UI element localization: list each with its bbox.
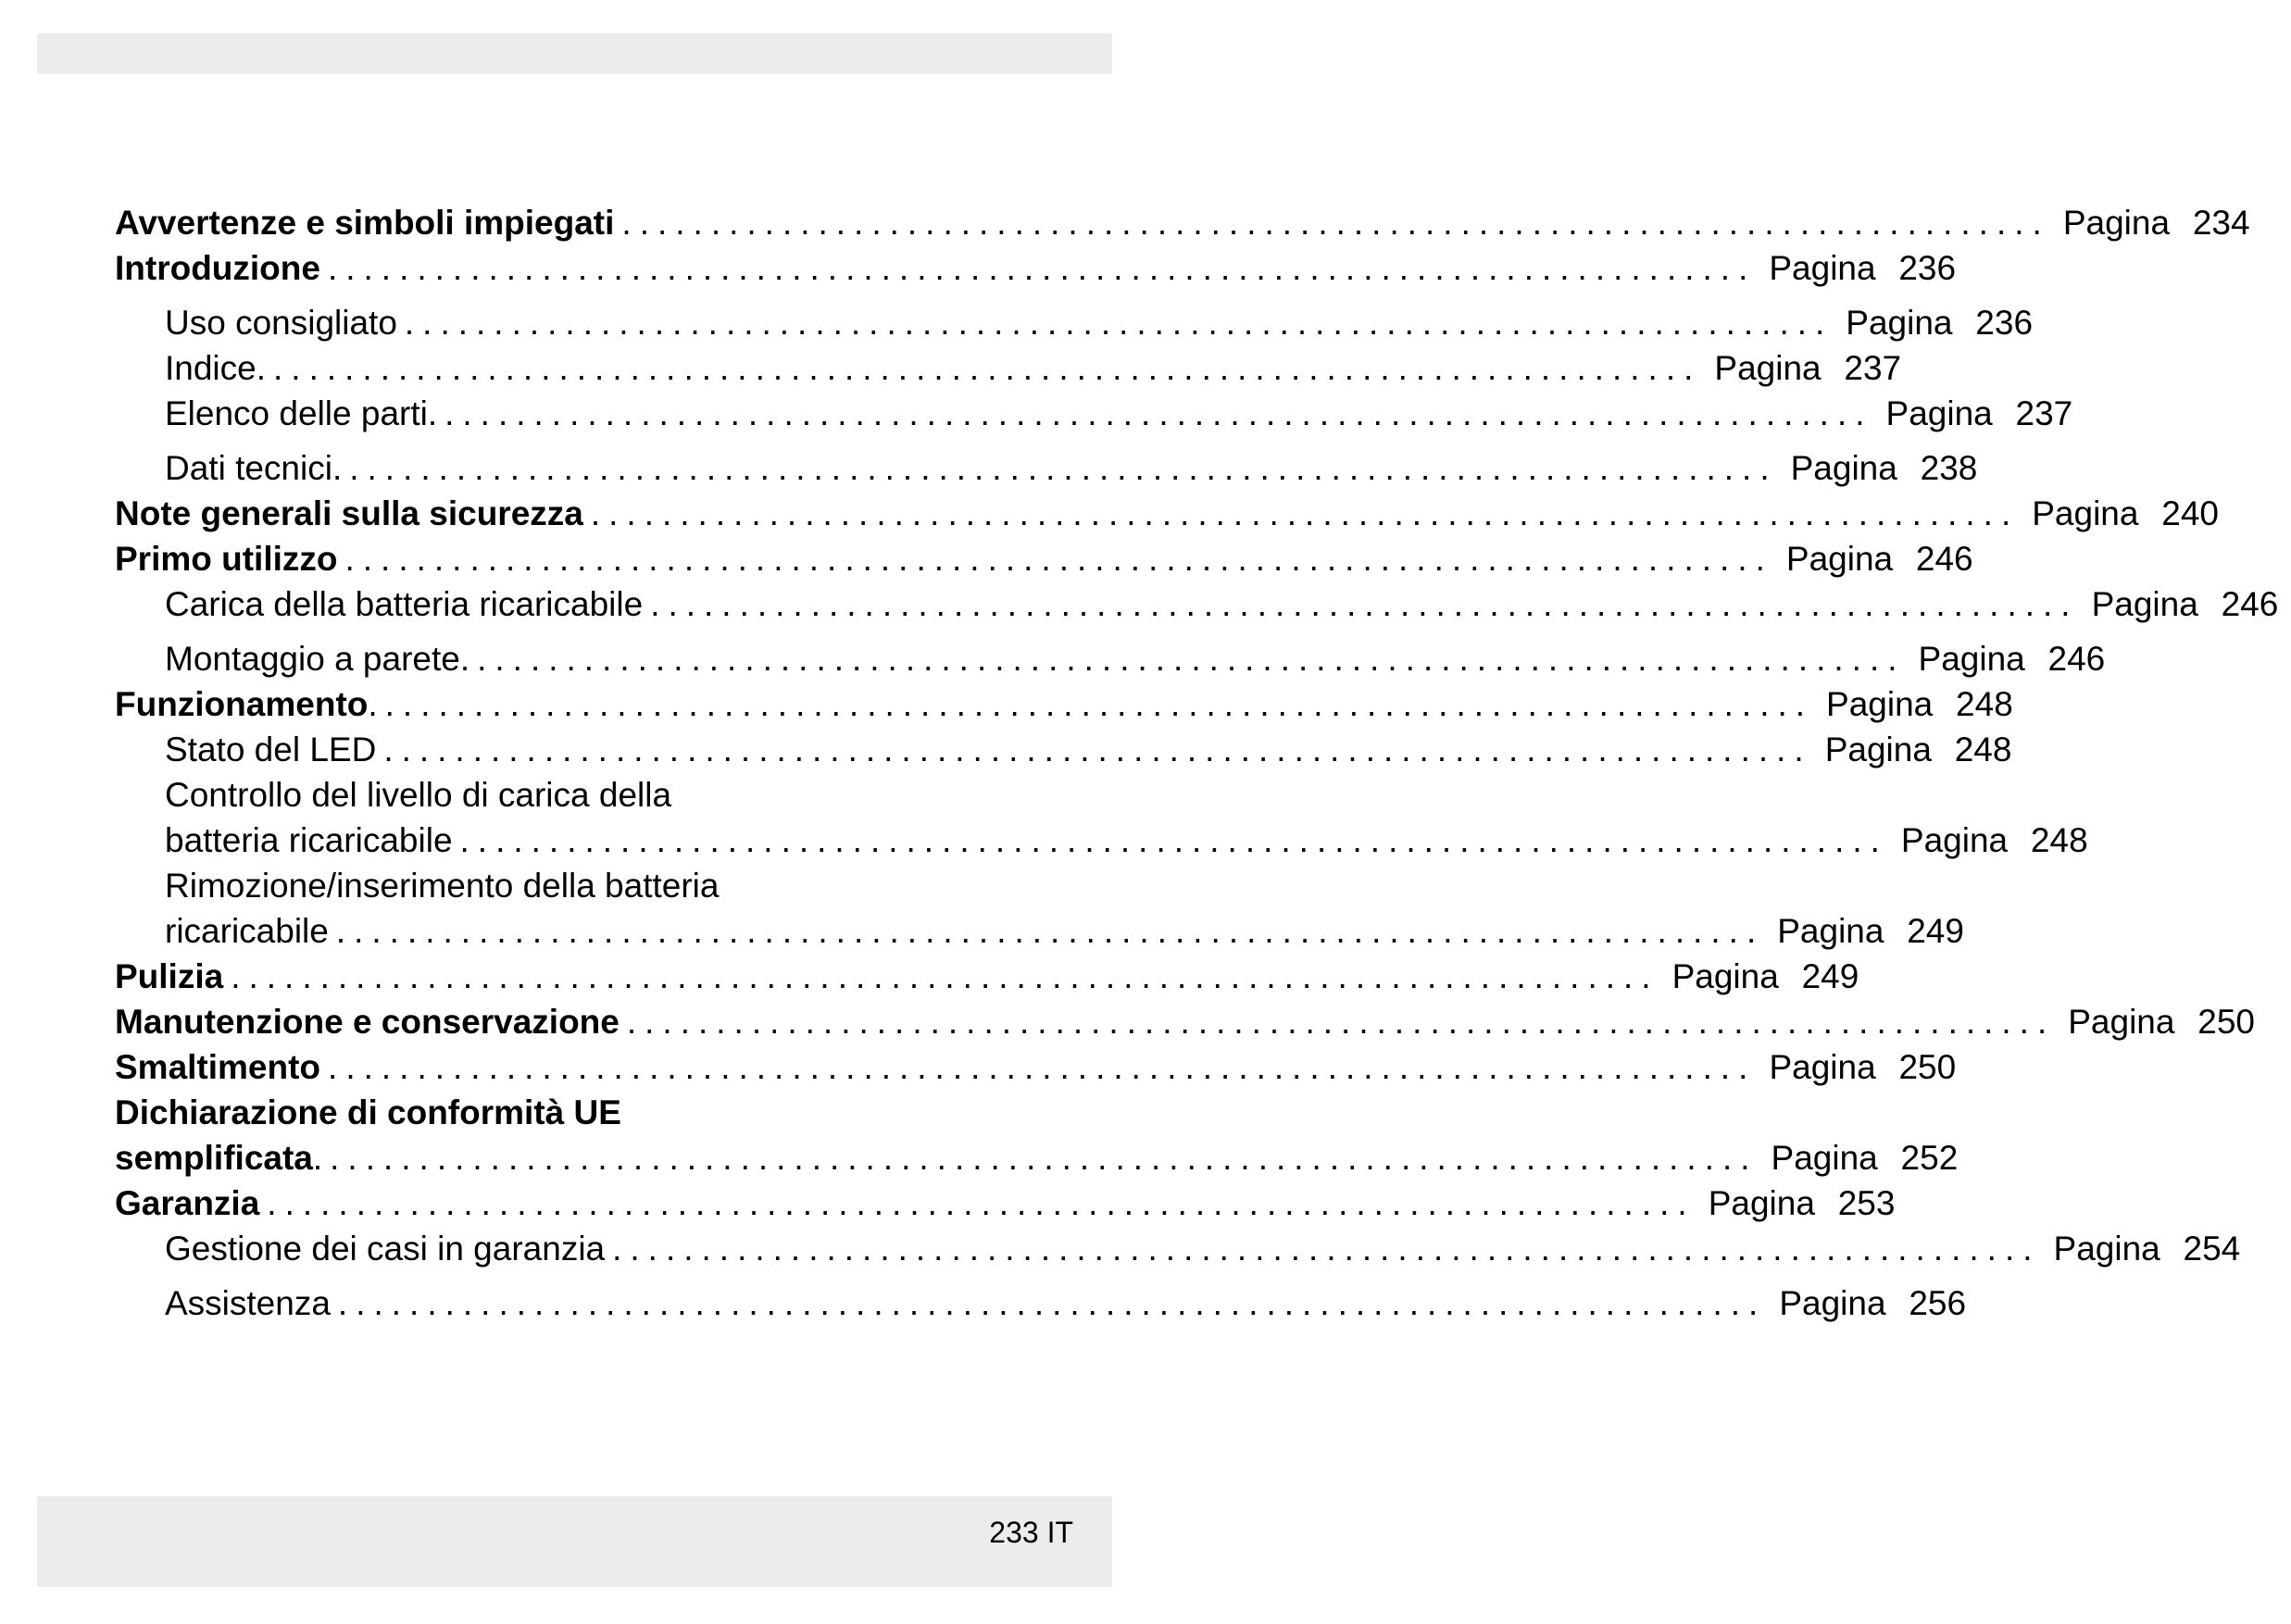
toc-subentry[interactable] (115, 581, 2279, 627)
page-label: Pagina (1779, 1284, 1886, 1322)
toc-subentry-multiline[interactable] (115, 863, 1964, 954)
toc-entry[interactable] (115, 681, 2013, 727)
page-number: 248 (1956, 685, 2013, 723)
footer-page-number: 233 IT (989, 1516, 1073, 1549)
page-label: Pagina (1900, 821, 2009, 859)
toc-subentry[interactable] (115, 345, 1902, 391)
toc-subentry[interactable] (115, 300, 2034, 345)
toc-entry-title: Uso consigliato (165, 304, 397, 342)
page-label: Pagina (1769, 1048, 1876, 1086)
toc-entry-title: Indice. (165, 349, 267, 387)
toc-entry[interactable] (115, 1181, 1896, 1226)
page-number: 237 (1844, 349, 1902, 387)
page-label: Pagina (2091, 585, 2198, 623)
page-number: 246 (1915, 540, 1973, 578)
toc-entry[interactable] (115, 200, 2250, 245)
dot-leader: ................................................................................ (626, 1003, 2056, 1041)
toc-subentry[interactable] (115, 391, 2073, 436)
toc-entry-title: Garanzia (115, 1184, 260, 1222)
dot-leader: ................................................................................ (349, 449, 1778, 487)
toc-subentry[interactable] (115, 1226, 2241, 1271)
toc-entry-title: Carica della batteria ricaricabile (165, 585, 644, 623)
toc-entry-title: Montaggio a parete. (165, 640, 470, 678)
toc-entry-title-line1: Rimozione/inserimento della batteria (165, 867, 720, 905)
page-label: Pagina (1785, 540, 1894, 578)
page-number: 254 (2183, 1230, 2241, 1268)
toc-entry[interactable] (115, 954, 1859, 999)
dot-leader: ................................................................................ (384, 685, 1814, 723)
dot-leader: ................................................................................ (621, 204, 2050, 242)
toc-entry-title: Assistenza (165, 1284, 331, 1322)
toc-entry-title: Manutenzione e conservazione (115, 1003, 620, 1041)
page-number: 240 (2161, 494, 2219, 532)
toc-entry-title: Funzionamento. (115, 685, 378, 723)
page-label: Pagina (1826, 685, 1934, 723)
dot-leader: ................................................................................ (590, 494, 2020, 532)
dot-leader: ................................................................................ (337, 1284, 1767, 1322)
page-label: Pagina (1714, 349, 1822, 387)
dot-leader: ................................................................................ (328, 1048, 1757, 1086)
page-label: Pagina (1671, 957, 1779, 995)
page-label: Pagina (2062, 204, 2171, 242)
page-number: 250 (2197, 1003, 2255, 1041)
footer-band (37, 1496, 1112, 1587)
toc-entry-title: Introduzione (115, 249, 320, 287)
page-label: Pagina (1771, 1139, 1878, 1177)
dot-leader: ................................................................................ (335, 912, 1765, 950)
toc-entry-multiline[interactable] (115, 1090, 1959, 1181)
toc-entry-title: Elenco delle parti. (165, 394, 438, 432)
dot-leader: ................................................................................ (327, 249, 1757, 287)
toc-entry-title: semplificata. (115, 1139, 323, 1177)
toc-entry-title: Stato del LED (165, 731, 377, 768)
toc-subentry[interactable] (115, 1280, 1967, 1326)
page-number: 248 (1954, 731, 2012, 768)
page-label: Pagina (1769, 249, 1876, 287)
table-of-contents (115, 200, 2279, 1326)
dot-leader: ................................................................................ (231, 957, 1659, 995)
toc-entry[interactable] (115, 1044, 1957, 1090)
toc-entry[interactable] (115, 999, 2255, 1044)
toc-subentry[interactable] (115, 445, 1978, 491)
header-band (37, 33, 1112, 74)
toc-entry-title: Pulizia (115, 957, 224, 995)
page-label: Pagina (1918, 640, 2025, 678)
page-number: 248 (2030, 821, 2088, 859)
dot-leader: ................................................................................ (344, 540, 1773, 578)
page-number: 237 (2015, 394, 2073, 432)
toc-entry-title: Note generali sulla sicurezza (115, 494, 583, 532)
dot-leader: ................................................................................ (477, 640, 1906, 678)
toc-entry-title: Dati tecnici. (165, 449, 343, 487)
page-label: Pagina (2032, 494, 2139, 532)
page-number: 252 (1900, 1139, 1959, 1177)
toc-entry-title-line1: Dichiarazione di conformità UE (115, 1093, 621, 1131)
dot-leader: ................................................................................ (612, 1230, 2041, 1268)
page-label: Pagina (1824, 731, 1932, 768)
dot-leader: ................................................................................ (330, 1139, 1759, 1177)
dot-leader: ................................................................................ (404, 304, 1834, 342)
toc-entry-title: Avvertenze e simboli impiegati (115, 204, 615, 242)
page-label: Pagina (2068, 1003, 2175, 1041)
toc-entry-title: Primo utilizzo (115, 540, 338, 578)
page-number: 246 (2221, 585, 2279, 623)
dot-leader: ................................................................................ (267, 1184, 1696, 1222)
page-number: 256 (1909, 1284, 1967, 1322)
page-number: 250 (1898, 1048, 1957, 1086)
page-label: Pagina (2053, 1230, 2160, 1268)
toc-subentry-multiline[interactable] (115, 772, 2088, 863)
toc-entry-title: Smaltimento (115, 1048, 321, 1086)
page-label: Pagina (1885, 394, 1993, 432)
page-number: 253 (1837, 1184, 1896, 1222)
page-number: 249 (1801, 957, 1859, 995)
dot-leader: ................................................................................ (383, 731, 1812, 768)
toc-entry-title: batteria ricaricabile (165, 821, 453, 859)
toc-subentry[interactable] (115, 727, 2012, 772)
dot-leader: ................................................................................ (650, 585, 2079, 623)
toc-entry-title: Gestione dei casi in garanzia (165, 1230, 606, 1268)
dot-leader: ................................................................................ (459, 821, 1888, 859)
page-label: Pagina (1708, 1184, 1815, 1222)
page-number: 234 (2192, 204, 2250, 242)
page-number: 238 (1920, 449, 1978, 487)
page-number: 236 (1898, 249, 1957, 287)
toc-entry[interactable] (115, 491, 2219, 536)
toc-entry[interactable] (115, 536, 1973, 581)
page-number: 246 (2047, 640, 2106, 678)
toc-subentry[interactable] (115, 636, 2106, 681)
page-label: Pagina (1790, 449, 1897, 487)
dot-leader: ................................................................................ (273, 349, 1702, 387)
dot-leader: ................................................................................ (444, 394, 1873, 432)
page-number: 236 (1975, 304, 2034, 342)
page-number: 249 (1907, 912, 1964, 950)
page-label: Pagina (1846, 304, 1953, 342)
page-label: Pagina (1777, 912, 1884, 950)
toc-entry-title: ricaricabile (165, 912, 329, 950)
toc-entry[interactable] (115, 245, 1957, 291)
toc-entry-title-line1: Controllo del livello di carica della (165, 776, 672, 814)
